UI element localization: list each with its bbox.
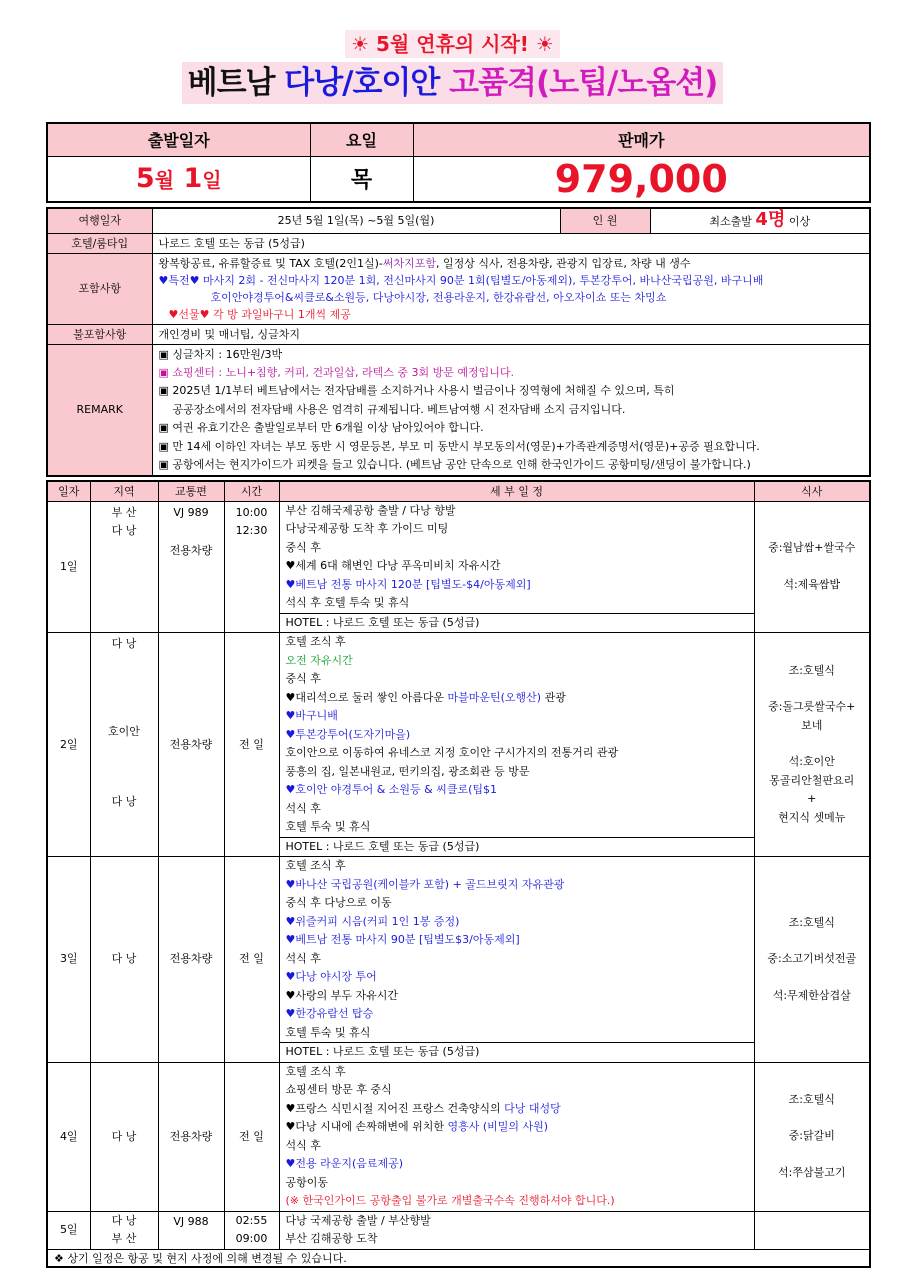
time: 09:00 (235, 1232, 268, 1245)
detail-line (280, 689, 754, 708)
detail-line: 다낭국제공항 도착 후 가이드 미팅 (285, 522, 449, 535)
title-destination: 다낭/호이안 (284, 65, 450, 101)
detail-text: ♥다낭 시내에 손짜해변에 위치한 (285, 1120, 448, 1133)
schedule-row-day4 (47, 1062, 870, 1211)
price-header-row (47, 123, 870, 156)
included-row (47, 253, 870, 324)
meal: 중:닭갈비 (788, 1129, 835, 1143)
detail-line: ♥베트남 전통 마사지 120분 [팁별도-$4/아동제외] (285, 577, 531, 591)
meal-cell (754, 857, 870, 1063)
gift-text: 각 방 과일바구니 1개씩 제공 (209, 307, 351, 321)
info-table (46, 207, 871, 477)
schedule-row-day1 (47, 501, 870, 633)
people-label: 인 원 (560, 208, 650, 233)
header-detail: 세 부 일 정 (279, 481, 754, 501)
detail-highlight: 다낭 대성당 (504, 1101, 561, 1115)
region: 다 낭 (111, 1214, 137, 1227)
schedule-row-day3 (47, 857, 870, 1063)
detail-line: 석식 후 호텔 투숙 및 휴식 (285, 596, 410, 609)
time: 02:55 (235, 1214, 268, 1227)
departure-date (47, 156, 310, 202)
remark-item: 공공장소에서의 전자담배 사용은 엄격히 규제됩니다. 베트남여행 시 전자담배 소지 금지입니다. (172, 402, 626, 416)
detail-line: 쇼핑센터 방문 후 중식 (285, 1083, 392, 1096)
date-month-unit: 월 (154, 168, 175, 192)
detail-line: 호텔 투숙 및 휴식 (285, 1025, 371, 1039)
header-weekday: 요일 (310, 123, 413, 156)
private-vehicle: 전용차량 (169, 543, 213, 557)
detail-line: 호텔 조식 후 (285, 1064, 346, 1078)
excluded-row (47, 324, 870, 344)
detail-line: (※ 한국인가이드 공항출입 불가로 개별출국수속 진행하셔야 합니다.) (285, 1194, 615, 1207)
detail-line: 중식 후 (285, 540, 321, 554)
day-label: 4일 (47, 1062, 90, 1211)
detail-line: ♥세계 6대 해변인 다낭 푸옥미비치 자유시간 (285, 559, 501, 572)
schedule-row-day5 (47, 1211, 870, 1249)
promo-banner-text: ☀ 5월 연휴의 시작! ☀ (345, 30, 560, 58)
region: 다 낭 (111, 523, 137, 537)
day-label: 5일 (47, 1211, 90, 1249)
detail-line: ♥투본강투어(도자기마을) (285, 727, 411, 741)
date-day-unit: 일 (202, 168, 222, 192)
detail-line: ♥바구니배 (285, 709, 338, 722)
detail-cell (279, 633, 754, 857)
schedule-row-day2 (47, 633, 870, 857)
detail-cell (279, 501, 754, 633)
remark-item: ▣ 여권 유효기간은 출발일로부터 만 6개월 이상 남아있어야 합니다. (158, 421, 484, 435)
private-vehicle: 전용차량 (158, 1062, 224, 1211)
meal: 중:돌그릇쌀국수+ (768, 700, 856, 714)
detail-line: 풍흥의 집, 일본내원교, 떤키의집, 광조회관 등 방문 (285, 764, 530, 778)
price-value-row (47, 156, 870, 202)
meal: 석:쭈삼불고기 (778, 1165, 846, 1179)
time-cell (224, 501, 279, 633)
private-vehicle: 전용차량 (158, 633, 224, 857)
hotel-line: HOTEL : 나로드 호텔 또는 동급 (5성급) (280, 1042, 754, 1062)
meal: 몽골리안철판요리 (769, 773, 855, 787)
date-month: 5 (135, 163, 155, 194)
hotel-line: HOTEL : 나로드 호텔 또는 동급 (5성급) (280, 837, 754, 857)
time-cell: 전 일 (224, 857, 279, 1063)
detail-text: 관광 (541, 690, 566, 704)
detail-line: ♥사랑의 부두 자유시간 (285, 988, 398, 1002)
meal: 조:호텔식 (788, 663, 835, 677)
detail-cell (279, 857, 754, 1063)
detail-line: 석식 후 (285, 801, 321, 815)
meal: 석:무제한삼겹살 (772, 988, 851, 1002)
header-meal: 식사 (754, 481, 870, 501)
gift-label: ♥선물♥ (168, 307, 210, 321)
included-line-1 (159, 255, 864, 272)
detail-line: ♥위즐커피 시음(커피 1인 1봉 증정) (285, 914, 460, 928)
title-prefix: 베트남 (187, 65, 285, 101)
remark-item: ▣ 싱글차지 : 16만원/3박 (158, 347, 283, 361)
region: 다 낭 (90, 857, 158, 1063)
included-gift (159, 306, 864, 323)
meal: 중:월남쌈+쌀국수 (768, 541, 856, 555)
flight-number: VJ 988 (158, 1211, 224, 1249)
detail-line: 다낭 국제공항 출발 / 부산향발 (285, 1213, 431, 1227)
footnote-row (47, 1249, 870, 1267)
included-surcharge: 써차지포함 (382, 256, 436, 270)
included-value (152, 253, 870, 324)
detail-line: 부산 김해공항 도착 (285, 1232, 378, 1245)
time: 10:00 (235, 505, 268, 519)
footnote: ❖ 상기 일정은 항공 및 현지 사정에 의해 변경될 수 있습니다. (47, 1249, 870, 1267)
meal: 중:소고기버섯전골 (767, 952, 857, 965)
meal: 석:호이안 (788, 755, 835, 769)
detail-highlight: 영흥사 (비밀의 사원) (447, 1120, 549, 1133)
detail-cell (279, 1211, 754, 1249)
detail-line: 호텔 조식 후 (285, 859, 346, 872)
weekday: 목 (310, 156, 413, 202)
title-grade: 고품격(노팁/노옵션) (449, 65, 718, 101)
included-benefit-1: ♥특전♥ 마사지 2회 - 전신마사지 120분 1회, 전신마사지 90분 1회(팁별도/아동제외), 투본강투어, 바나산국립공원, 바구니배 (158, 273, 764, 287)
hotel-line: HOTEL : 나로드 호텔 또는 동급 (5성급) (280, 613, 754, 633)
detail-highlight: 마블마운틴(오행산) (447, 690, 542, 704)
private-vehicle: 전용차량 (158, 857, 224, 1063)
included-basic-2: , 일정상 식사, 전용차량, 관광지 입장료, 차량 내 생수 (436, 256, 691, 270)
min-suffix: 이상 (785, 215, 811, 229)
detail-line (280, 1118, 754, 1137)
header-day: 일자 (47, 481, 90, 501)
sale-price: 979,000 (413, 156, 870, 202)
flight-number: VJ 989 (173, 505, 209, 519)
detail-line: 오전 자유시간 (285, 653, 353, 667)
detail-line: 호이안으로 이동하여 유네스코 지정 호이안 구시가지의 전통거리 관광 (285, 746, 619, 759)
detail-text: ♥대리석으로 둘러 쌓인 아름다운 (285, 690, 448, 704)
time-cell (224, 1211, 279, 1249)
hotel-value: 나로드 호텔 또는 동급 (5성급) (152, 233, 870, 253)
promo-banner (0, 30, 905, 58)
header-price: 판매가 (413, 123, 870, 156)
detail-line: 공항이동 (285, 1175, 329, 1189)
excluded-value: 개인경비 및 매너팁, 싱글차지 (152, 324, 870, 344)
hotel-row (47, 233, 870, 253)
price-table (46, 122, 871, 203)
included-label: 포함사항 (47, 253, 152, 324)
header-region: 지역 (90, 481, 158, 501)
hotel-label: 호텔/룸타입 (47, 233, 152, 253)
meal-cell (754, 501, 870, 633)
region: 호이안 (108, 725, 140, 738)
region-cell (90, 1211, 158, 1249)
detail-line: 석식 후 (285, 951, 321, 965)
travel-date-value: 25년 5월 1일(목) ~5월 5일(월) (152, 208, 560, 233)
day-label: 3일 (47, 857, 90, 1063)
region: 부 산 (111, 1232, 137, 1245)
transport-cell (158, 501, 224, 633)
travel-date-row (47, 208, 870, 233)
region: 부 산 (111, 505, 137, 519)
detail-line: 호텔 투숙 및 휴식 (285, 820, 371, 833)
meal: 현지식 셋메뉴 (778, 810, 846, 824)
detail-line: ♥호이안 야경투어 & 소원등 & 씨클로(팁$1 (285, 783, 498, 796)
remark-row (47, 344, 870, 476)
remark-label: REMARK (47, 344, 152, 476)
detail-line: ♥다낭 야시장 투어 (285, 970, 377, 983)
schedule-header-row (47, 481, 870, 501)
meal: + (807, 792, 817, 806)
detail-line: 중식 후 다낭으로 이동 (285, 896, 392, 909)
region: 다 낭 (111, 795, 137, 808)
time-cell: 전 일 (224, 633, 279, 857)
travel-date-label: 여행일자 (47, 208, 152, 233)
region: 다 낭 (111, 637, 137, 650)
region-cell (90, 501, 158, 633)
region: 다 낭 (90, 1062, 158, 1211)
remark-item: ▣ 2025년 1/1부터 베트남에서는 전자담배를 소지하거나 사용시 벌금이나 징역형에 처해질 수 있으며, 특히 (158, 384, 675, 398)
included-basic: 왕복항공료, 유류할증료 및 TAX 호텔(2인1실)- (158, 256, 383, 270)
meal-cell (754, 1062, 870, 1211)
detail-line: ♥베트남 전통 마사지 90분 [팁별도$3/아동제외] (285, 933, 520, 946)
excluded-label: 불포함사항 (47, 324, 152, 344)
meal: 석:제육쌈밥 (783, 577, 841, 591)
min-count: 4명 (755, 209, 786, 231)
detail-line: ♥전용 라운지(음료제공) (285, 1157, 404, 1170)
meal: 조:호텔식 (788, 1092, 835, 1106)
remark-item: ▣ 만 14세 이하인 자녀는 부모 동반 시 영문등본, 부모 미 동반시 부모동의서(영문)+가족관계증명서(영문)+공증 필요합니다. (158, 439, 760, 453)
min-prefix: 최소출발 (709, 215, 756, 229)
remark-item: ▣ 쇼핑센터 : 노니+침향, 커피, 건과일삽, 라텍스 중 3회 방문 예정입니다. (158, 365, 515, 379)
detail-line: 호텔 조식 후 (285, 635, 346, 648)
detail-text: ♥프랑스 식민시절 지어진 프랑스 건축양식의 (285, 1101, 505, 1115)
header-departure-date: 출발일자 (47, 123, 310, 156)
remark-value (152, 344, 870, 476)
detail-line: 석식 후 (285, 1138, 321, 1152)
detail-line: ♥한강유람선 탑승 (285, 1007, 374, 1020)
included-benefit-2: 호이안야경투어&씨클로&소원등, 다낭야시장, 전용라운지, 한강유람선, 아오자이쇼 또는 차밍쇼 (210, 290, 667, 304)
detail-line: 부산 김해국제공항 출발 / 다낭 향발 (285, 503, 456, 517)
people-value (650, 208, 870, 233)
detail-line (280, 1100, 754, 1119)
date-day: 1 (183, 163, 203, 194)
day-label: 2일 (47, 633, 90, 857)
detail-cell (279, 1062, 754, 1211)
meal-cell (754, 1211, 870, 1249)
product-title (0, 62, 905, 104)
day-label: 1일 (47, 501, 90, 633)
meal: 보네 (801, 718, 823, 732)
meal: 조:호텔식 (788, 915, 835, 929)
detail-line: ♥바나산 국립공원(케이블카 포함) + 골드브릿지 자유관광 (285, 877, 565, 891)
detail-line: 중식 후 (285, 672, 321, 685)
remark-item: ▣ 공항에서는 현지가이드가 피켓을 들고 있습니다. (베트남 공안 단속으로 인해 한국인가이드 공항미팅/샌딩이 불가합니다.) (158, 457, 751, 471)
region-cell (90, 633, 158, 857)
schedule-table (46, 480, 871, 1268)
time: 12:30 (235, 523, 268, 537)
product-title-box (182, 62, 724, 104)
header-time: 시간 (224, 481, 279, 501)
meal-cell (754, 633, 870, 857)
header-transport: 교통편 (158, 481, 224, 501)
time-cell: 전 일 (224, 1062, 279, 1211)
